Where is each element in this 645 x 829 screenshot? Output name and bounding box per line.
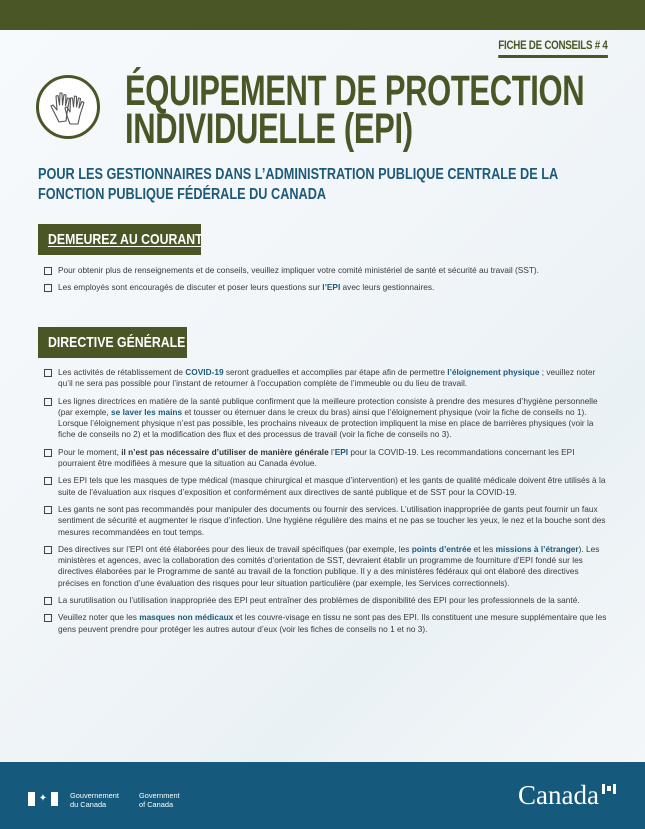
page-title — [125, 67, 585, 153]
subtitle-line-2: FONCTION PUBLIQUE FÉDÉRALE DU CANADA — [38, 186, 327, 203]
link-epi[interactable]: l’EPI — [322, 282, 341, 293]
gov-name-en: Government of Canada — [139, 791, 180, 809]
checkbox-icon — [44, 369, 52, 377]
checkbox-icon — [44, 477, 52, 485]
general-directive-list — [44, 367, 609, 641]
list-item: Les employés sont encouragés de discuter et poser leurs questions sur l’EPI avec leurs gestionnaires. — [44, 282, 609, 293]
canada-wordmark: Canada — [518, 780, 599, 810]
gov-name-fr: Gouvernement du Canada — [70, 791, 119, 809]
link-non-medical-masks[interactable]: masques non médicaux — [139, 612, 234, 623]
list-item: La surutilisation ou l’utilisation inappropriée des EPI peut entraîner des problèmes de disponibilité des EPI pour les professionnels de la santé. — [44, 595, 609, 606]
title-line-1: ÉQUIPEMENT DE PROTECTION — [125, 67, 585, 115]
title-line-2: INDIVIDUELLE (EPI) — [125, 105, 413, 153]
checkbox-icon — [44, 267, 52, 275]
list-item: Les EPI tels que les masques de type médical (masque chirurgical et masque d’intervention) et les gants de qualité médicale doivent être utilisés à la suite de l’évaluation aux risques d’exposition et conformément aux directives de santé publique et de SST pour la COVID-19. — [44, 475, 609, 498]
link-epi[interactable]: EPI — [334, 446, 349, 457]
section-heading-text: DIRECTIVE GÉNÉRALE — [48, 334, 186, 351]
top-banner — [0, 0, 645, 30]
link-physical-distancing[interactable]: l’éloignement physique — [447, 367, 540, 377]
link-covid-19[interactable]: COVID-19 — [185, 367, 224, 377]
section-heading-general-directive — [38, 327, 187, 358]
link-missions-abroad[interactable]: missions à l’étranger — [495, 543, 579, 554]
link-wash-hands[interactable]: se laver les mains — [111, 406, 183, 417]
checkbox-icon — [44, 449, 52, 457]
subtitle-line-1: POUR LES GESTIONNAIRES DANS L’ADMINISTRATION PUBLIQUE CENTRALE DE LA — [38, 166, 559, 183]
wordmark-flag-icon — [602, 784, 616, 794]
list-item: Pour le moment, il n’est pas nécessaire d’utiliser de manière générale l’EPI pour la COVID-19. Les recommandations concernant les EPI pourraient être modifiées à mesure que la situation au Canada évolue. — [44, 447, 609, 470]
list-item: Veuillez noter que les masques non médicaux et les couvre-visage en tissu ne sont pas des EPI. Ils constituent une mesure supplémentaire que les gens peuvent prendre pour protéger les autres autour d’eux (voir les fiches de conseils no 1 et no 3). — [44, 612, 609, 635]
maple-leaf-icon: ✦ — [38, 793, 48, 804]
gloves-icon — [36, 75, 100, 139]
page-subtitle — [38, 165, 558, 205]
checkbox-icon — [44, 506, 52, 514]
checkbox-icon — [44, 597, 52, 605]
list-item: Les activités de rétablissement de COVID-19 seront graduelles et accomplies par étape afin de permettre l’éloignement physique ; veuillez noter qu’il ne sera pas possible pour l’instant de retourner à l’occupation complète de l’immeuble ou du lieu de travail. — [44, 367, 609, 390]
tip-sheet-label: FICHE DE CONSEILS # 4 — [499, 40, 608, 58]
checkbox-icon — [44, 284, 52, 292]
checkbox-icon — [44, 398, 52, 406]
link-points-of-entry[interactable]: points d’entrée — [411, 543, 472, 554]
checkbox-icon — [44, 546, 52, 554]
list-item: Pour obtenir plus de renseignements et de conseils, veuillez impliquer votre comité ministériel de santé et sécurité au travail (SST). — [44, 265, 609, 276]
stay-informed-list — [44, 265, 609, 300]
canada-flag-icon — [28, 792, 58, 806]
checkbox-icon — [44, 614, 52, 622]
section-heading-text: DEMEUREZ AU COURANT — [48, 231, 203, 248]
section-heading-stay-informed — [38, 224, 201, 255]
list-item: Les lignes directrices en matière de la santé publique confirment que la meilleure protection consiste à prendre des mesures d’hygiène personnelle (par exemple, se laver les mains et tousser ou éternuer dans le creux du bras) ainsi que l’éloignement physique (voir la fiche de conseils no 1). Lorsque l’éloignement physique n’est pas possible, les prochains niveaux de protection impliquent la mise en place de barrières physiques (voir la fiche de conseils no 2) et la modification des flux et des processus de travail (voir la fiche de conseils no 3). — [44, 396, 609, 441]
list-item: Les gants ne sont pas recommandés pour manipuler des documents ou fournir des services. L’utilisation inappropriée de gants peut fournir un faux sentiment de sécurité et augmenter le risque d’infection. Une hygiène régulière des mains et ne pas se toucher les yeux, le nez et la bouche sont des mesures recommandées en tout temps. — [44, 504, 609, 538]
list-item: Des directives sur l’EPI ont été élaborées pour des lieux de travail spécifiques (par exemple, les points d’entrée et les missions à l’étranger). Les ministères et agences, avec la collaboration des comités d’orientation de SST, devraient établir un programme de fourniture d’EPI fondé sur les directives élaborées par le Programme de santé au travail de la fonction publique. Il y a des ministères fédéraux qui ont élaboré des directives précises en fonction d’une évaluation des risques pour leur situation particulière (par exemple, les Services correctionnels). — [44, 544, 609, 589]
